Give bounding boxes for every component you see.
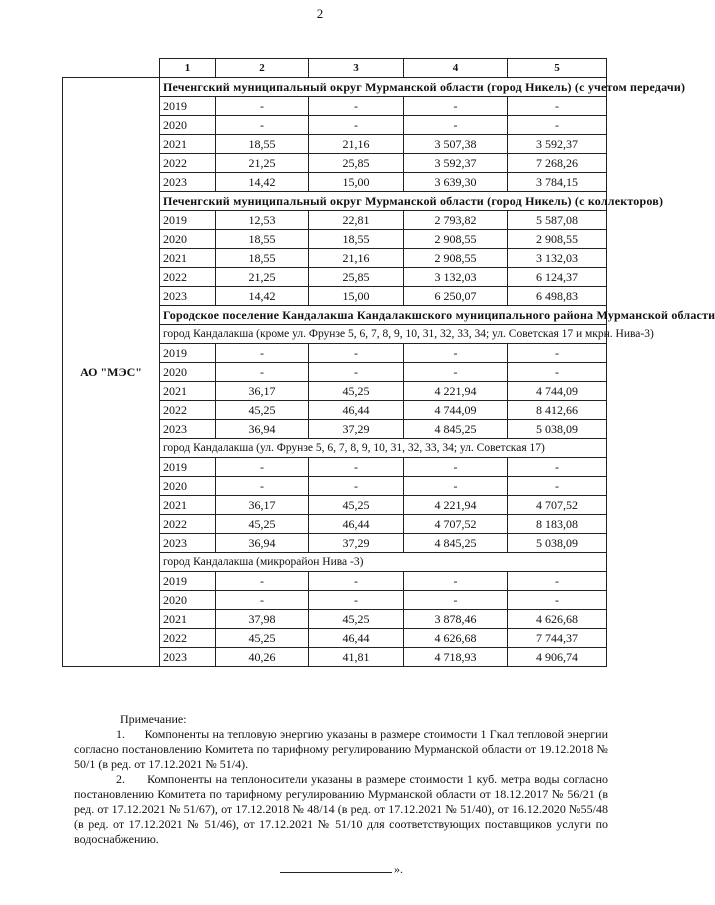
value-cell: 3 507,38 [404, 135, 508, 154]
value-cell: 4 221,94 [404, 496, 508, 515]
value-cell: 40,26 [216, 648, 309, 667]
value-cell: - [404, 591, 508, 610]
value-cell: 21,16 [309, 135, 404, 154]
value-cell: 8 412,66 [508, 401, 607, 420]
section-title: Печенгский муниципальный округ Мурманской области (город Никель) (с учетом передачи) [160, 78, 607, 97]
year-cell: 2023 [160, 173, 216, 192]
value-cell: 2 908,55 [508, 230, 607, 249]
value-cell: 45,25 [216, 401, 309, 420]
year-cell: 2019 [160, 211, 216, 230]
value-cell: - [216, 572, 309, 591]
column-header: 4 [404, 59, 508, 78]
notes [74, 712, 608, 847]
value-cell: - [508, 572, 607, 591]
column-header: 5 [508, 59, 607, 78]
value-cell: 2 908,55 [404, 249, 508, 268]
subsection-label: город Кандалакша (микрорайон Нива -3) [160, 553, 607, 572]
section-title-row [63, 78, 607, 97]
value-cell: - [309, 477, 404, 496]
subsection-label: город Кандалакша (ул. Фрунзе 5, 6, 7, 8, 9, 10, 31, 32, 33, 34; ул. Советская 17) [160, 439, 607, 458]
value-cell: - [508, 363, 607, 382]
value-cell: 3 592,37 [508, 135, 607, 154]
value-cell: 4 626,68 [404, 629, 508, 648]
value-cell: 36,94 [216, 420, 309, 439]
value-cell: 18,55 [309, 230, 404, 249]
year-cell: 2021 [160, 610, 216, 629]
year-cell: 2020 [160, 363, 216, 382]
value-cell: 5 587,08 [508, 211, 607, 230]
section-title: Городское поселение Кандалакша Кандалакшского муниципального района Мурманской области [160, 306, 607, 325]
value-cell: 6 124,37 [508, 268, 607, 287]
value-cell: - [309, 458, 404, 477]
value-cell: 12,53 [216, 211, 309, 230]
section-title: Печенгский муниципальный округ Мурманской области (город Никель) (с коллекторов) [160, 192, 607, 211]
value-cell: - [309, 363, 404, 382]
value-cell: - [216, 477, 309, 496]
value-cell: - [216, 97, 309, 116]
value-cell: - [508, 458, 607, 477]
value-cell: 6 498,83 [508, 287, 607, 306]
year-cell: 2020 [160, 230, 216, 249]
signature-underline [280, 872, 392, 873]
year-cell: 2023 [160, 287, 216, 306]
value-cell: 4 744,09 [404, 401, 508, 420]
value-cell: 45,25 [216, 515, 309, 534]
value-cell: 3 878,46 [404, 610, 508, 629]
tariff-table [62, 58, 715, 667]
value-cell: - [216, 458, 309, 477]
value-cell: - [404, 458, 508, 477]
value-cell: - [404, 363, 508, 382]
value-cell: 45,25 [309, 496, 404, 515]
value-cell: 37,29 [309, 534, 404, 553]
value-cell: 36,94 [216, 534, 309, 553]
value-cell: 4 718,93 [404, 648, 508, 667]
value-cell: 4 906,74 [508, 648, 607, 667]
value-cell: 37,29 [309, 420, 404, 439]
year-cell: 2020 [160, 477, 216, 496]
note-item: 1. Компоненты на тепловую энергию указаны в размере стоимости 1 Гкал тепловой энергии согласно постановлению Комитета по тарифному регулированию Мурманской области от 19.12.2018 № 50/1 (в ред. от 17.12.2021 № 51/4). [74, 727, 608, 771]
value-cell: 4 744,09 [508, 382, 607, 401]
notes-heading: Примечание: [120, 712, 187, 726]
value-cell: 3 132,03 [404, 268, 508, 287]
value-cell: 41,81 [309, 648, 404, 667]
value-cell: 25,85 [309, 154, 404, 173]
value-cell: - [309, 116, 404, 135]
value-cell: 7 268,26 [508, 154, 607, 173]
column-header: 1 [160, 59, 216, 78]
value-cell: - [404, 477, 508, 496]
closing-line [280, 862, 403, 877]
value-cell: - [508, 97, 607, 116]
year-cell: 2020 [160, 116, 216, 135]
value-cell: 46,44 [309, 515, 404, 534]
year-cell: 2022 [160, 401, 216, 420]
value-cell: - [404, 572, 508, 591]
value-cell: 22,81 [309, 211, 404, 230]
value-cell: 37,98 [216, 610, 309, 629]
value-cell: - [404, 97, 508, 116]
value-cell: 45,25 [216, 629, 309, 648]
value-cell: - [508, 477, 607, 496]
value-cell: 14,42 [216, 287, 309, 306]
value-cell: 4 845,25 [404, 420, 508, 439]
value-cell: 18,55 [216, 249, 309, 268]
year-cell: 2023 [160, 648, 216, 667]
value-cell: - [309, 344, 404, 363]
year-cell: 2022 [160, 154, 216, 173]
closing-quote: ». [394, 862, 403, 876]
value-cell: - [216, 344, 309, 363]
header-row [63, 59, 607, 78]
value-cell: 5 038,09 [508, 420, 607, 439]
year-cell: 2020 [160, 591, 216, 610]
value-cell: 3 639,30 [404, 173, 508, 192]
value-cell: 21,25 [216, 268, 309, 287]
value-cell: - [404, 116, 508, 135]
value-cell: 4 221,94 [404, 382, 508, 401]
year-cell: 2021 [160, 249, 216, 268]
year-cell: 2023 [160, 534, 216, 553]
organization-cell: АО "МЭС" [63, 78, 160, 667]
value-cell: 21,25 [216, 154, 309, 173]
year-cell: 2021 [160, 496, 216, 515]
value-cell: 14,42 [216, 173, 309, 192]
value-cell: 36,17 [216, 496, 309, 515]
year-cell: 2019 [160, 458, 216, 477]
value-cell: 6 250,07 [404, 287, 508, 306]
year-cell: 2021 [160, 382, 216, 401]
year-cell: 2022 [160, 515, 216, 534]
value-cell: 18,55 [216, 135, 309, 154]
value-cell: - [216, 116, 309, 135]
value-cell: 3 592,37 [404, 154, 508, 173]
value-cell: 36,17 [216, 382, 309, 401]
value-cell: 4 707,52 [404, 515, 508, 534]
year-cell: 2019 [160, 97, 216, 116]
year-cell: 2022 [160, 268, 216, 287]
value-cell: 4 707,52 [508, 496, 607, 515]
value-cell: 45,25 [309, 610, 404, 629]
column-header: 2 [216, 59, 309, 78]
value-cell: 3 784,15 [508, 173, 607, 192]
note-item: 2. Компоненты на теплоносители указаны в размере стоимости 1 куб. метра воды согласно постановлению Комитета по тарифному регулированию Мурманской области от 18.12.2017 № 56/21 (в ред. от 17.12.2021 № 51/67), от 17.12.2018 № 48/14 (в ред. от 17.12.2021 № 51/40), от 16.12.2020 №55/48 (в ред. от 17.12.2021 № 51/46), от 17.12.2021 № 51/10 для соответствующих поставщиков услуги по водоснабжению. [74, 772, 608, 846]
value-cell: 25,85 [309, 268, 404, 287]
value-cell: 46,44 [309, 629, 404, 648]
value-cell: 2 908,55 [404, 230, 508, 249]
year-cell: 2019 [160, 572, 216, 591]
value-cell: 21,16 [309, 249, 404, 268]
value-cell: 4 845,25 [404, 534, 508, 553]
value-cell: - [216, 591, 309, 610]
subsection-label: город Кандалакша (кроме ул. Фрунзе 5, 6, 7, 8, 9, 10, 31, 32, 33, 34; ул. Советская 17 и мкрн. Нива-3) [160, 325, 607, 344]
year-cell: 2019 [160, 344, 216, 363]
page-number: 2 [316, 6, 324, 21]
value-cell: - [404, 344, 508, 363]
value-cell: - [309, 591, 404, 610]
value-cell: 2 793,82 [404, 211, 508, 230]
value-cell: - [508, 116, 607, 135]
value-cell: 46,44 [309, 401, 404, 420]
value-cell: 7 744,37 [508, 629, 607, 648]
value-cell: - [309, 97, 404, 116]
year-cell: 2021 [160, 135, 216, 154]
value-cell: - [508, 591, 607, 610]
year-cell: 2022 [160, 629, 216, 648]
value-cell: - [508, 344, 607, 363]
header-blank-cell [63, 59, 160, 78]
value-cell: 5 038,09 [508, 534, 607, 553]
value-cell: 15,00 [309, 287, 404, 306]
value-cell: - [216, 363, 309, 382]
value-cell: 4 626,68 [508, 610, 607, 629]
value-cell: 8 183,08 [508, 515, 607, 534]
value-cell: 15,00 [309, 173, 404, 192]
value-cell: 45,25 [309, 382, 404, 401]
value-cell: - [309, 572, 404, 591]
column-header: 3 [309, 59, 404, 78]
value-cell: 3 132,03 [508, 249, 607, 268]
year-cell: 2023 [160, 420, 216, 439]
value-cell: 18,55 [216, 230, 309, 249]
